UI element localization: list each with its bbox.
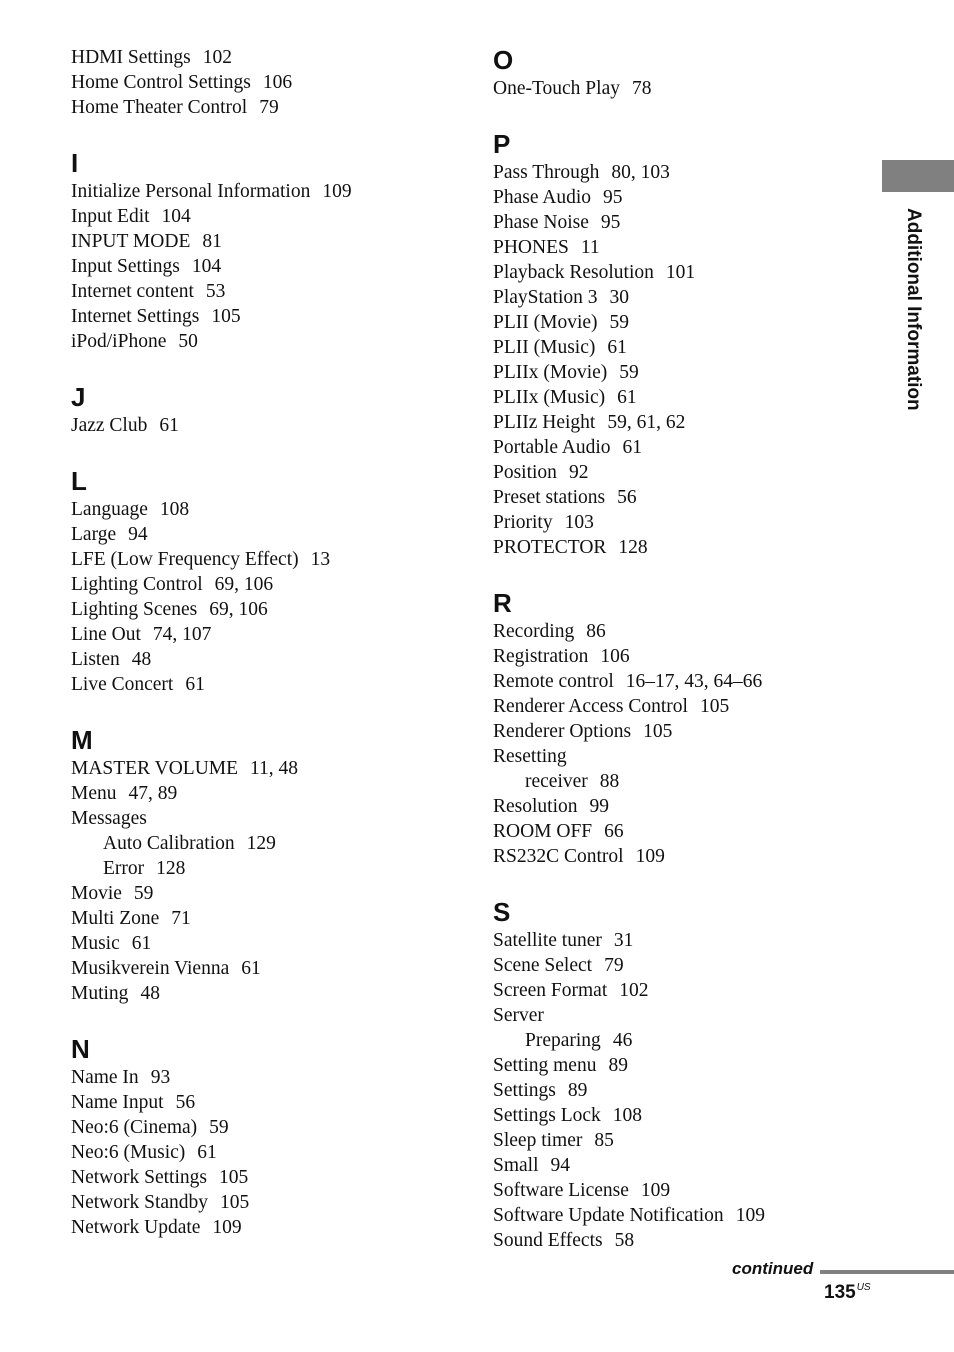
index-page-ref: 11 bbox=[580, 237, 600, 258]
index-page-ref: 56 bbox=[617, 487, 637, 508]
index-page-ref: 61 bbox=[622, 437, 643, 458]
index-term: INPUT MODE bbox=[71, 231, 191, 252]
index-term: Phase Noise bbox=[493, 212, 589, 233]
index-term: Position bbox=[493, 462, 557, 483]
index-entry bbox=[493, 953, 873, 978]
index-page-ref: 108 bbox=[159, 499, 190, 520]
index-page-ref: 104 bbox=[161, 206, 191, 227]
index-term: Input Edit bbox=[71, 206, 150, 227]
index-entry bbox=[493, 285, 873, 310]
index-page-ref: 109 bbox=[635, 846, 665, 867]
index-page-ref: 105 bbox=[699, 696, 730, 717]
index-page-ref: 46 bbox=[612, 1030, 633, 1051]
index-page-ref: 11, 48 bbox=[250, 758, 299, 779]
index-entry bbox=[493, 235, 873, 260]
index-entry bbox=[71, 45, 471, 70]
index-term: Resetting bbox=[493, 746, 567, 767]
index-entry bbox=[71, 95, 471, 120]
index-entry bbox=[71, 1215, 471, 1240]
index-page-ref: 106 bbox=[600, 646, 630, 667]
index-entry bbox=[71, 756, 471, 781]
index-page-ref: 50 bbox=[178, 331, 198, 352]
index-term: Large bbox=[71, 524, 117, 545]
index-term: PLII (Movie) bbox=[493, 312, 598, 333]
index-page-ref: 105 bbox=[218, 1167, 249, 1188]
index-term: PHONES bbox=[493, 237, 569, 258]
index-letter-heading: O bbox=[493, 45, 514, 75]
index-entry bbox=[71, 1165, 471, 1190]
index-entry bbox=[493, 160, 873, 185]
index-entry bbox=[71, 956, 471, 981]
index-term: Movie bbox=[71, 883, 122, 904]
index-term: Network Settings bbox=[71, 1167, 207, 1188]
index-subentry bbox=[493, 1028, 873, 1053]
index-page-ref: 85 bbox=[594, 1130, 614, 1151]
index-page-ref: 79 bbox=[259, 97, 279, 118]
index-page-ref: 129 bbox=[246, 833, 276, 854]
index-term: Renderer Options bbox=[493, 721, 632, 742]
index-page-ref: 106 bbox=[262, 72, 293, 93]
index-entry bbox=[493, 1003, 873, 1028]
index-term: Lighting Scenes bbox=[71, 599, 198, 620]
index-column-right bbox=[493, 0, 873, 1253]
index-entry bbox=[71, 1065, 471, 1090]
index-entry bbox=[71, 1140, 471, 1165]
index-entry bbox=[493, 644, 873, 669]
index-term: PLII (Music) bbox=[493, 337, 596, 358]
index-entry bbox=[71, 497, 471, 522]
index-page-ref: 109 bbox=[212, 1217, 242, 1238]
index-term: Name Input bbox=[71, 1092, 164, 1113]
index-entry bbox=[493, 1103, 873, 1128]
index-term: Preparing bbox=[525, 1030, 601, 1051]
page-number-value: 135 bbox=[824, 1282, 856, 1303]
index-page-ref: 48 bbox=[131, 649, 152, 670]
index-term: Sound Effects bbox=[493, 1230, 603, 1251]
index-term: Scene Select bbox=[493, 955, 593, 976]
index-entry bbox=[71, 522, 471, 547]
index-entry bbox=[71, 70, 471, 95]
index-page-ref: 128 bbox=[156, 858, 186, 879]
index-page-ref: 99 bbox=[589, 796, 610, 817]
index-entry bbox=[71, 672, 471, 697]
index-entry bbox=[493, 1178, 873, 1203]
index-page-ref: 79 bbox=[604, 955, 624, 976]
index-term: Initialize Personal Information bbox=[71, 181, 311, 202]
index-page-ref: 94 bbox=[550, 1155, 571, 1176]
index-entry bbox=[71, 622, 471, 647]
index-entry bbox=[493, 385, 873, 410]
index-term: Line Out bbox=[71, 624, 141, 645]
index-subentry bbox=[71, 831, 471, 856]
index-page-ref: 74, 107 bbox=[152, 624, 212, 645]
index-term: Lighting Control bbox=[71, 574, 203, 595]
section-tab-marker bbox=[882, 160, 954, 192]
index-term: Input Settings bbox=[71, 256, 180, 277]
index-entry bbox=[493, 694, 873, 719]
index-entry bbox=[493, 360, 873, 385]
index-term: Musikverein Vienna bbox=[71, 958, 230, 979]
index-term: PLIIx (Music) bbox=[493, 387, 606, 408]
continued-label: continued bbox=[732, 1259, 814, 1278]
index-entry bbox=[71, 204, 471, 229]
index-page-ref: 109 bbox=[640, 1180, 671, 1201]
index-entry bbox=[71, 329, 471, 354]
index-page-ref: 109 bbox=[735, 1205, 765, 1226]
index-entry bbox=[71, 254, 471, 279]
index-entry bbox=[493, 335, 873, 360]
index-page-ref: 59 bbox=[619, 362, 639, 383]
index-term: Software License bbox=[493, 1180, 629, 1201]
index-letter-heading: L bbox=[71, 466, 87, 496]
index-entry bbox=[493, 485, 873, 510]
index-entry bbox=[493, 928, 873, 953]
index-term: RS232C Control bbox=[493, 846, 624, 867]
index-entry bbox=[493, 535, 873, 560]
index-entry bbox=[71, 931, 471, 956]
index-entry bbox=[493, 185, 873, 210]
index-term: LFE (Low Frequency Effect) bbox=[71, 549, 299, 570]
index-entry bbox=[71, 572, 471, 597]
index-entry bbox=[493, 210, 873, 235]
index-term: One-Touch Play bbox=[493, 78, 620, 99]
index-entry bbox=[71, 597, 471, 622]
index-term: Auto Calibration bbox=[103, 833, 235, 854]
index-page-ref: 30 bbox=[609, 287, 630, 308]
index-entry bbox=[493, 1078, 873, 1103]
index-page-ref: 109 bbox=[322, 181, 352, 202]
index-entry bbox=[71, 881, 471, 906]
index-term: Resolution bbox=[493, 796, 578, 817]
index-term: Home Control Settings bbox=[71, 72, 251, 93]
index-entry bbox=[71, 179, 471, 204]
index-entry bbox=[71, 806, 471, 831]
index-term: iPod/iPhone bbox=[71, 331, 167, 352]
index-term: receiver bbox=[525, 771, 588, 792]
index-page-ref: 61 bbox=[197, 1142, 217, 1163]
index-letter-heading: S bbox=[493, 897, 511, 927]
index-term: Settings bbox=[493, 1080, 556, 1101]
index-entry bbox=[493, 978, 873, 1003]
index-page-ref: 102 bbox=[202, 47, 232, 68]
index-term: Music bbox=[71, 933, 120, 954]
index-term: Remote control bbox=[493, 671, 614, 692]
index-page-ref: 13 bbox=[310, 549, 331, 570]
index-page-ref: 71 bbox=[171, 908, 191, 929]
section-side-label: Additional Information bbox=[903, 208, 924, 411]
index-entry bbox=[493, 1228, 873, 1253]
index-page-ref: 59 bbox=[209, 1117, 229, 1138]
index-page-ref: 105 bbox=[643, 721, 673, 742]
index-term: Recording bbox=[493, 621, 575, 642]
index-term: Listen bbox=[71, 649, 120, 670]
index-page-ref: 61 bbox=[159, 415, 179, 436]
index-page-ref: 104 bbox=[191, 256, 222, 277]
index-entry bbox=[493, 794, 873, 819]
index-subentry bbox=[493, 769, 873, 794]
index-term: Name In bbox=[71, 1067, 139, 1088]
index-term: PLIIz Height bbox=[493, 412, 596, 433]
index-term: Pass Through bbox=[493, 162, 600, 183]
index-entry bbox=[493, 260, 873, 285]
index-term: Server bbox=[493, 1005, 544, 1026]
index-term: ROOM OFF bbox=[493, 821, 593, 842]
index-page-ref: 53 bbox=[205, 281, 226, 302]
index-page-ref: 59 bbox=[133, 883, 154, 904]
index-page-ref: 105 bbox=[211, 306, 241, 327]
index-page-ref: 102 bbox=[619, 980, 649, 1001]
index-term: Setting menu bbox=[493, 1055, 597, 1076]
index-entry bbox=[71, 229, 471, 254]
index-entry bbox=[493, 1203, 873, 1228]
index-term: Menu bbox=[71, 783, 117, 804]
index-entry bbox=[493, 719, 873, 744]
index-term: PlayStation 3 bbox=[493, 287, 598, 308]
index-letter-heading: M bbox=[71, 725, 93, 755]
index-term: Network Standby bbox=[71, 1192, 209, 1213]
index-page-ref: 89 bbox=[567, 1080, 588, 1101]
index-term: Preset stations bbox=[493, 487, 606, 508]
index-entry bbox=[71, 781, 471, 806]
index-entry bbox=[71, 304, 471, 329]
index-page-ref: 59 bbox=[609, 312, 630, 333]
index-page-ref: 61 bbox=[241, 958, 261, 979]
index-entry bbox=[71, 1090, 471, 1115]
index-term: Registration bbox=[493, 646, 589, 667]
index-page-ref: 95 bbox=[603, 187, 623, 208]
index-term: Live Concert bbox=[71, 674, 174, 695]
index-entry bbox=[493, 1128, 873, 1153]
index-page-ref: 94 bbox=[128, 524, 148, 545]
index-letter-heading: N bbox=[71, 1034, 90, 1064]
index-column-left bbox=[71, 0, 471, 1240]
index-term: Internet content bbox=[71, 281, 194, 302]
index-entry bbox=[493, 410, 873, 435]
index-page-ref: 66 bbox=[604, 821, 624, 842]
index-page-ref: 61 bbox=[185, 674, 205, 695]
index-term: Software Update Notification bbox=[493, 1205, 724, 1226]
index-term: Network Update bbox=[71, 1217, 201, 1238]
index-subentry bbox=[71, 856, 471, 881]
index-page-ref: 93 bbox=[150, 1067, 171, 1088]
index-term: Jazz Club bbox=[71, 415, 148, 436]
index-page-ref: 31 bbox=[613, 930, 634, 951]
index-page-ref: 89 bbox=[608, 1055, 628, 1076]
index-entry bbox=[71, 279, 471, 304]
index-page-ref: 78 bbox=[631, 78, 652, 99]
index-page-ref: 61 bbox=[617, 387, 637, 408]
index-entry bbox=[493, 1153, 873, 1178]
index-page-ref: 47, 89 bbox=[128, 783, 178, 804]
index-page-ref: 88 bbox=[599, 771, 620, 792]
index-term: Small bbox=[493, 1155, 539, 1176]
index-page-ref: 58 bbox=[614, 1230, 635, 1251]
index-entry bbox=[493, 744, 873, 769]
index-term: Multi Zone bbox=[71, 908, 160, 929]
index-page-ref: 69, 106 bbox=[214, 574, 274, 595]
index-term: Screen Format bbox=[493, 980, 608, 1001]
index-entry bbox=[71, 1190, 471, 1215]
index-term: Internet Settings bbox=[71, 306, 200, 327]
index-entry bbox=[493, 619, 873, 644]
index-term: MASTER VOLUME bbox=[71, 758, 239, 779]
index-term: Error bbox=[103, 858, 145, 879]
index-entry bbox=[493, 669, 873, 694]
index-entry bbox=[493, 510, 873, 535]
index-page-ref: 103 bbox=[564, 512, 594, 533]
index-term: Phase Audio bbox=[493, 187, 592, 208]
index-entry bbox=[71, 981, 471, 1006]
index-page-ref: 56 bbox=[175, 1092, 196, 1113]
index-page-ref: 48 bbox=[140, 983, 160, 1004]
index-letter-heading: P bbox=[493, 129, 511, 159]
index-term: PLIIx (Movie) bbox=[493, 362, 608, 383]
index-page-ref: 108 bbox=[612, 1105, 643, 1126]
index-term: Neo:6 (Cinema) bbox=[71, 1117, 198, 1138]
index-entry bbox=[493, 819, 873, 844]
index-page-ref: 69, 106 bbox=[209, 599, 268, 620]
page-number bbox=[824, 1282, 871, 1304]
index-entry bbox=[493, 310, 873, 335]
index-term: Muting bbox=[71, 983, 129, 1004]
index-term: Settings Lock bbox=[493, 1105, 601, 1126]
index-page-ref: 59, 61, 62 bbox=[607, 412, 686, 433]
index-entry bbox=[493, 435, 873, 460]
index-term: Priority bbox=[493, 512, 553, 533]
index-term: Language bbox=[71, 499, 148, 520]
index-entry bbox=[493, 460, 873, 485]
index-entry bbox=[71, 413, 471, 438]
index-page-ref: 86 bbox=[586, 621, 606, 642]
index-entry bbox=[71, 906, 471, 931]
index-term: Messages bbox=[71, 808, 147, 829]
index-page-ref: 16–17, 43, 64–66 bbox=[625, 671, 763, 692]
index-page-ref: 101 bbox=[665, 262, 696, 283]
index-letter-heading: I bbox=[71, 148, 79, 178]
index-page-ref: 80, 103 bbox=[611, 162, 670, 183]
index-letter-heading: R bbox=[493, 588, 512, 618]
index-page-ref: 128 bbox=[618, 537, 648, 558]
index-entry bbox=[493, 844, 873, 869]
index-term: Satellite tuner bbox=[493, 930, 602, 951]
index-entry bbox=[71, 647, 471, 672]
index-entry bbox=[71, 547, 471, 572]
index-page-ref: 81 bbox=[202, 231, 222, 252]
index-term: Neo:6 (Music) bbox=[71, 1142, 186, 1163]
index-term: Portable Audio bbox=[493, 437, 611, 458]
index-page-ref: 95 bbox=[600, 212, 621, 233]
index-term: HDMI Settings bbox=[71, 47, 191, 68]
index-term: Playback Resolution bbox=[493, 262, 654, 283]
index-entry bbox=[493, 1053, 873, 1078]
index-page-ref: 92 bbox=[568, 462, 589, 483]
continued-rule bbox=[820, 1270, 954, 1274]
index-entry bbox=[493, 76, 873, 101]
index-term: Sleep timer bbox=[493, 1130, 583, 1151]
index-term: Renderer Access Control bbox=[493, 696, 688, 717]
index-entry bbox=[71, 1115, 471, 1140]
index-page-ref: 61 bbox=[607, 337, 627, 358]
index-term: Home Theater Control bbox=[71, 97, 248, 118]
index-page-ref: 105 bbox=[220, 1192, 250, 1213]
index-term: PROTECTOR bbox=[493, 537, 607, 558]
index-letter-heading: J bbox=[71, 382, 86, 412]
index-page-ref: 61 bbox=[131, 933, 152, 954]
page-number-suffix: US bbox=[856, 1282, 871, 1293]
